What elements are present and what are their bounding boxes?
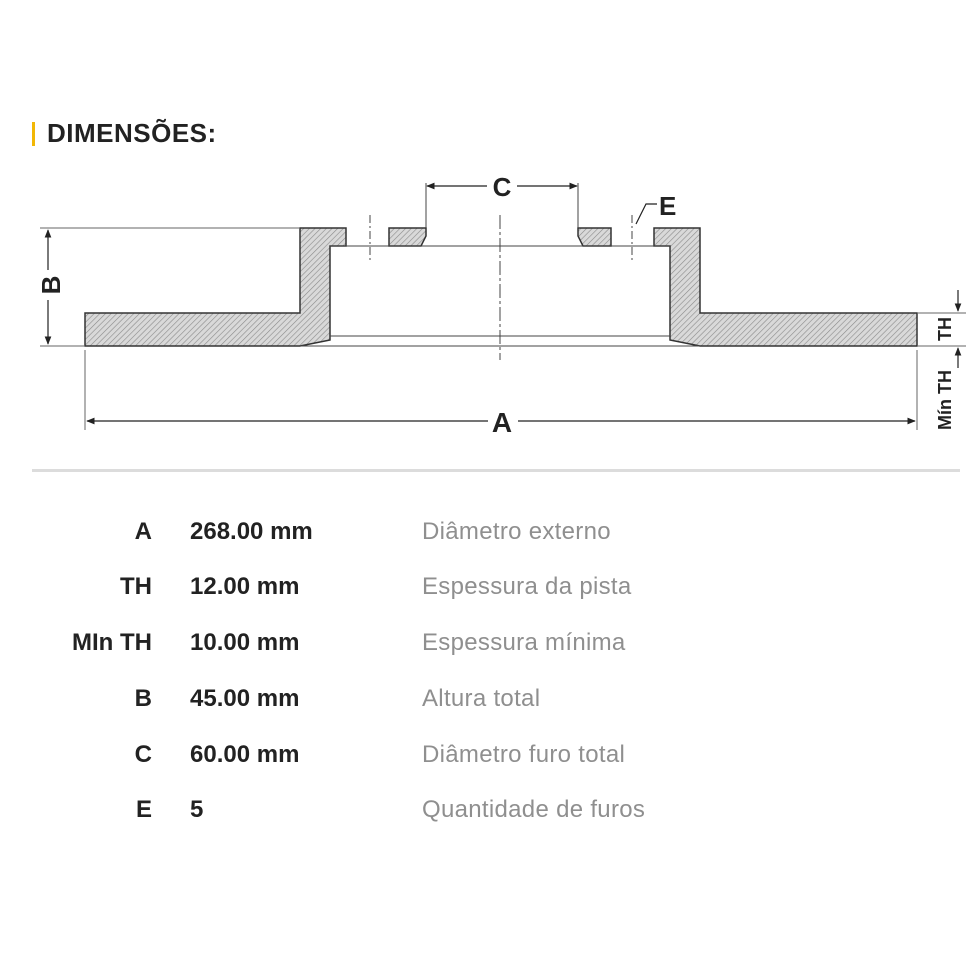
spec-value: 60.00 mm (190, 741, 300, 768)
spec-value: 45.00 mm (190, 685, 300, 712)
dim-a-label: A (491, 407, 513, 438)
spec-description: Altura total (422, 685, 541, 712)
spec-value: 12.00 mm (190, 573, 300, 600)
spec-value: 10.00 mm (190, 629, 300, 656)
section-title: DIMENSÕES: (47, 118, 217, 148)
spec-description: Diâmetro externo (422, 518, 611, 545)
dim-b-label: B (36, 275, 66, 295)
dim-min-th-label: Mín TH (935, 370, 955, 430)
dim-c-label: C (492, 172, 512, 202)
spec-value: 5 (190, 796, 204, 823)
spec-code: A (134, 518, 152, 545)
spec-description: Quantidade de furos (422, 796, 646, 823)
spec-description: Espessura mínima (422, 629, 626, 656)
dim-e-label: E (659, 191, 677, 221)
dim-e-leader (636, 204, 657, 224)
spec-code: C (134, 741, 152, 768)
spec-code: MIn TH (72, 629, 152, 656)
disc-section-right (654, 228, 917, 346)
dim-th-label: TH (935, 317, 955, 341)
spec-description: Diâmetro furo total (422, 741, 626, 768)
spec-value: 268.00 mm (190, 518, 313, 545)
disc-section-left (85, 228, 346, 346)
spec-description: Espessura da pista (422, 573, 632, 600)
brake-disc-diagram (0, 0, 980, 470)
spec-code: TH (120, 573, 152, 600)
hub-flange-left (389, 228, 426, 246)
spec-code: E (135, 796, 152, 823)
spec-code: B (134, 685, 152, 712)
section-divider (32, 469, 960, 472)
hub-flange-right (578, 228, 611, 246)
